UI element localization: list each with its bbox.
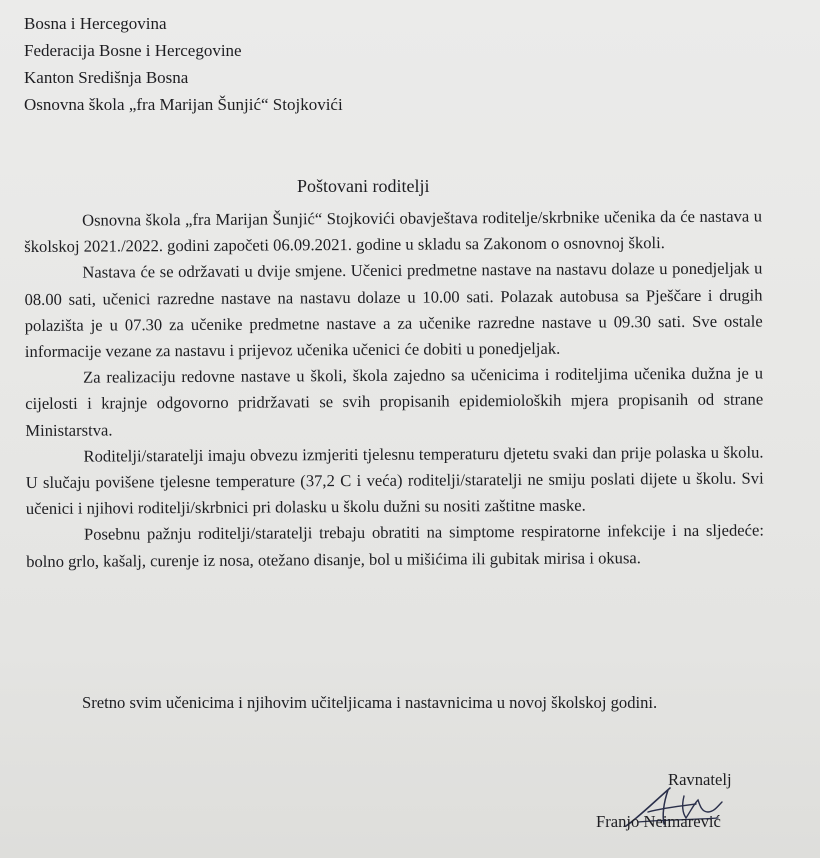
signature-name: Franjo Neimarević (596, 812, 721, 831)
letter-title: Poštovani roditelji (297, 176, 430, 196)
closing-wishes: Sretno svim učenicima i njihovim učiteljicama i nastavnicima u novoj školskoj godini. (82, 693, 658, 712)
header-school: Osnovna škola „fra Marijan Šunjić“ Stojkovići (24, 95, 343, 114)
header-canton: Kanton Središnja Bosna (24, 68, 189, 87)
paragraph-temperature: Roditelji/staratelji imaju obvezu izmjeriti tjelesnu temperaturu djetetu svaki dan prije polaska u školu. U slučaju povišene tjelesne temperature (37,2 C i veća) roditelji/staratelji ne smiju poslati dijete u školu. Svi učenici i njihovi roditelji/skrbnici pri dolasku u školu dužni su nositi zaštitne maske. (25, 442, 764, 519)
paragraph-start-date: Osnovna škola „fra Marijan Šunjić“ Stojkovići obavještava roditelje/skrbnike učenika da će nastava u školskoj 2021./2022. godini započeti 06.09.2021. godine u skladu sa Zakonom o osnovnoj školi. (24, 206, 763, 257)
header-country: Bosna i Hercegovina (24, 14, 167, 33)
paragraph-schedule: Nastava će se održavati u dvije smjene. Učenici predmetne nastave na nastavu dolaze u ponedjeljak u 08.00 sati, učenici razredne nastave na nastavu dolaze u 10.00 sati. Polazak autobusa sa Pješčare i drugih polazišta je u 07.30 za učenike predmetne nastave a za učenike razredne nastave u 09.30 sati. Sve ostale informacije vezane za nastavu i prijevoz učenika učenici će dobiti u ponedjeljak. (24, 258, 763, 362)
header-federation: Federacija Bosne i Hercegovine (24, 41, 242, 60)
school-header (24, 10, 343, 118)
letter-body (24, 203, 764, 574)
paragraph-symptoms: Posebnu pažnju roditelji/staratelji trebaju obratiti na simptome respiratorne infekcije i na sljedeće: bolno grlo, kašalj, curenje iz nosa, otežano disanje, bol u mišićima ili gubitak mirisa i okusa. (26, 520, 765, 571)
signature-role: Ravnatelj (668, 770, 732, 789)
paragraph-epidemiological-measures: Za realizaciju redovne nastave u školi, škola zajedno sa učenicima i roditeljima učenika dužna je u cijelosti i krajnje odgovorno pridržavati se svih propisanih epidemioloških mjera propisanih od strane Ministarstva. (25, 363, 764, 440)
